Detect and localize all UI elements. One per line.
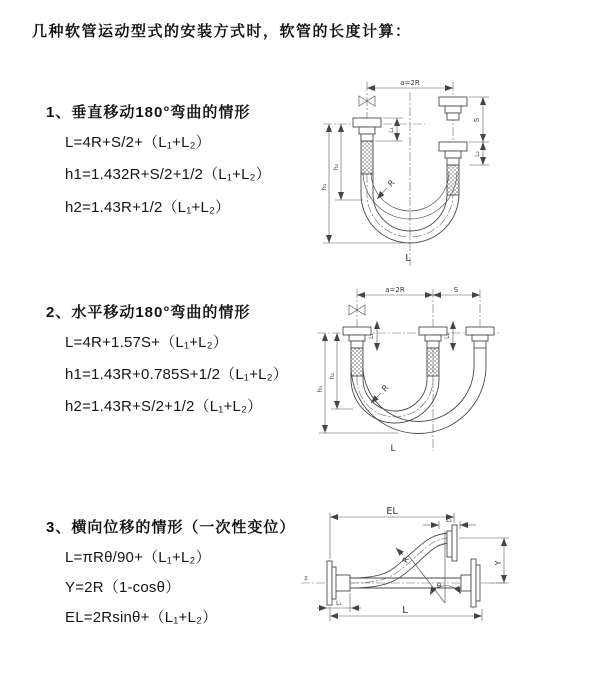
hose-braid [351, 348, 363, 376]
dimension-l2 [469, 142, 489, 165]
dimension-span [357, 286, 433, 295]
page-title: 几种软管运动型式的安装方式时，软管的长度计算： [32, 23, 412, 40]
dim-label-theta: θ [436, 582, 442, 590]
left-flange-fitting [353, 118, 381, 174]
dim-label-l: L [402, 605, 408, 616]
right-flange-upper-position [439, 97, 467, 120]
section-1-heading: 1、垂直移动180°弯曲的情形 [46, 104, 251, 121]
dim-label-l: L [390, 444, 396, 454]
diagram-horizontal-180-bend [303, 281, 593, 461]
section-2-formula-L: L=4R+1.57S+（L₁+L₂） [65, 334, 228, 351]
centerlines [323, 82, 453, 268]
dim-label-r: R [386, 178, 397, 189]
radius-callout [377, 178, 397, 199]
dim-label-h1: h₁ [320, 183, 328, 191]
dimension-span [367, 79, 453, 88]
dimension-el [330, 506, 454, 559]
dim-label-l1: L₁ [388, 127, 395, 133]
section-3-heading: 3、横向位移的情形（一次性变位） [46, 519, 296, 536]
section-3-formula-EL: EL=2Rsinθ+（L₁+L₂） [65, 609, 218, 626]
section-1-formula-h1: h1=1.432R+S/2+1/2（L₁+L₂） [65, 166, 271, 183]
dim-label-s: S [453, 286, 459, 294]
dim-label-el: EL [386, 506, 398, 517]
centerline-z-mark: z [304, 575, 308, 582]
dimension-h2 [328, 333, 353, 409]
radius-callout [371, 383, 391, 403]
dim-label-y: Y [494, 560, 503, 566]
hose-braid [361, 141, 373, 174]
section-1-formula-L: L=4R+S/2+（L₁+L₂） [65, 134, 211, 151]
diagram-vertical-180-bend [305, 72, 575, 272]
dim-label-h1: h₁ [316, 385, 324, 393]
dimension-l2 [444, 321, 453, 351]
section-2-formula-h1: h1=1.43R+0.785S+1/2（L₁+L₂） [65, 366, 288, 383]
left-flange-fitting [327, 561, 350, 605]
dim-label-l1: L₁ [368, 333, 375, 339]
section-3-formula-L: L=πRθ/90+（L₁+L₂） [65, 549, 211, 566]
dimension-s [433, 286, 480, 295]
dim-label-r: R [380, 383, 391, 394]
right-flange-lower-position [439, 142, 467, 195]
dim-label-h2: h₂ [328, 372, 336, 380]
section-3-formula-Y: Y=2R（1-cosθ） [65, 579, 181, 596]
section-1-formula-h2: h2=1.43R+1/2（L₁+L₂） [65, 199, 231, 216]
dim-label-l1: L₁ [336, 600, 342, 607]
dimension-h2 [332, 124, 363, 200]
section-2-heading: 2、水平移动180°弯曲的情形 [46, 304, 251, 321]
dim-label-s: S [473, 117, 481, 123]
centerlines [317, 289, 499, 451]
left-flange-fitting [343, 327, 371, 376]
dim-label-a2r: a=2R [385, 286, 405, 294]
dimension-l [330, 605, 482, 621]
hose-curves [351, 348, 486, 434]
dim-label-a2r: a=2R [400, 79, 420, 87]
section-2-formula-h2: h2=1.43R+S/2+1/2（L₁+L₂） [65, 398, 263, 415]
dim-label-l: L [405, 253, 411, 264]
diagram-lateral-displacement [293, 503, 598, 653]
right-flange-moved-position [466, 327, 494, 348]
dim-label-r: R [400, 555, 411, 565]
hose-braid [427, 348, 439, 376]
upper-flange-displaced-position [447, 525, 457, 561]
middle-flange-position [419, 327, 447, 376]
dim-label-l2: L₂ [444, 333, 451, 339]
dim-label-h2: h₂ [332, 163, 340, 171]
dimension-l1 [368, 321, 377, 351]
dim-label-l2: L₂ [446, 517, 452, 524]
dim-label-l2: L₂ [474, 151, 481, 157]
dimension-s [469, 97, 489, 142]
dimension-l2 [423, 517, 476, 529]
right-flange-original-position [461, 559, 480, 607]
dimension-l1 [317, 593, 361, 612]
